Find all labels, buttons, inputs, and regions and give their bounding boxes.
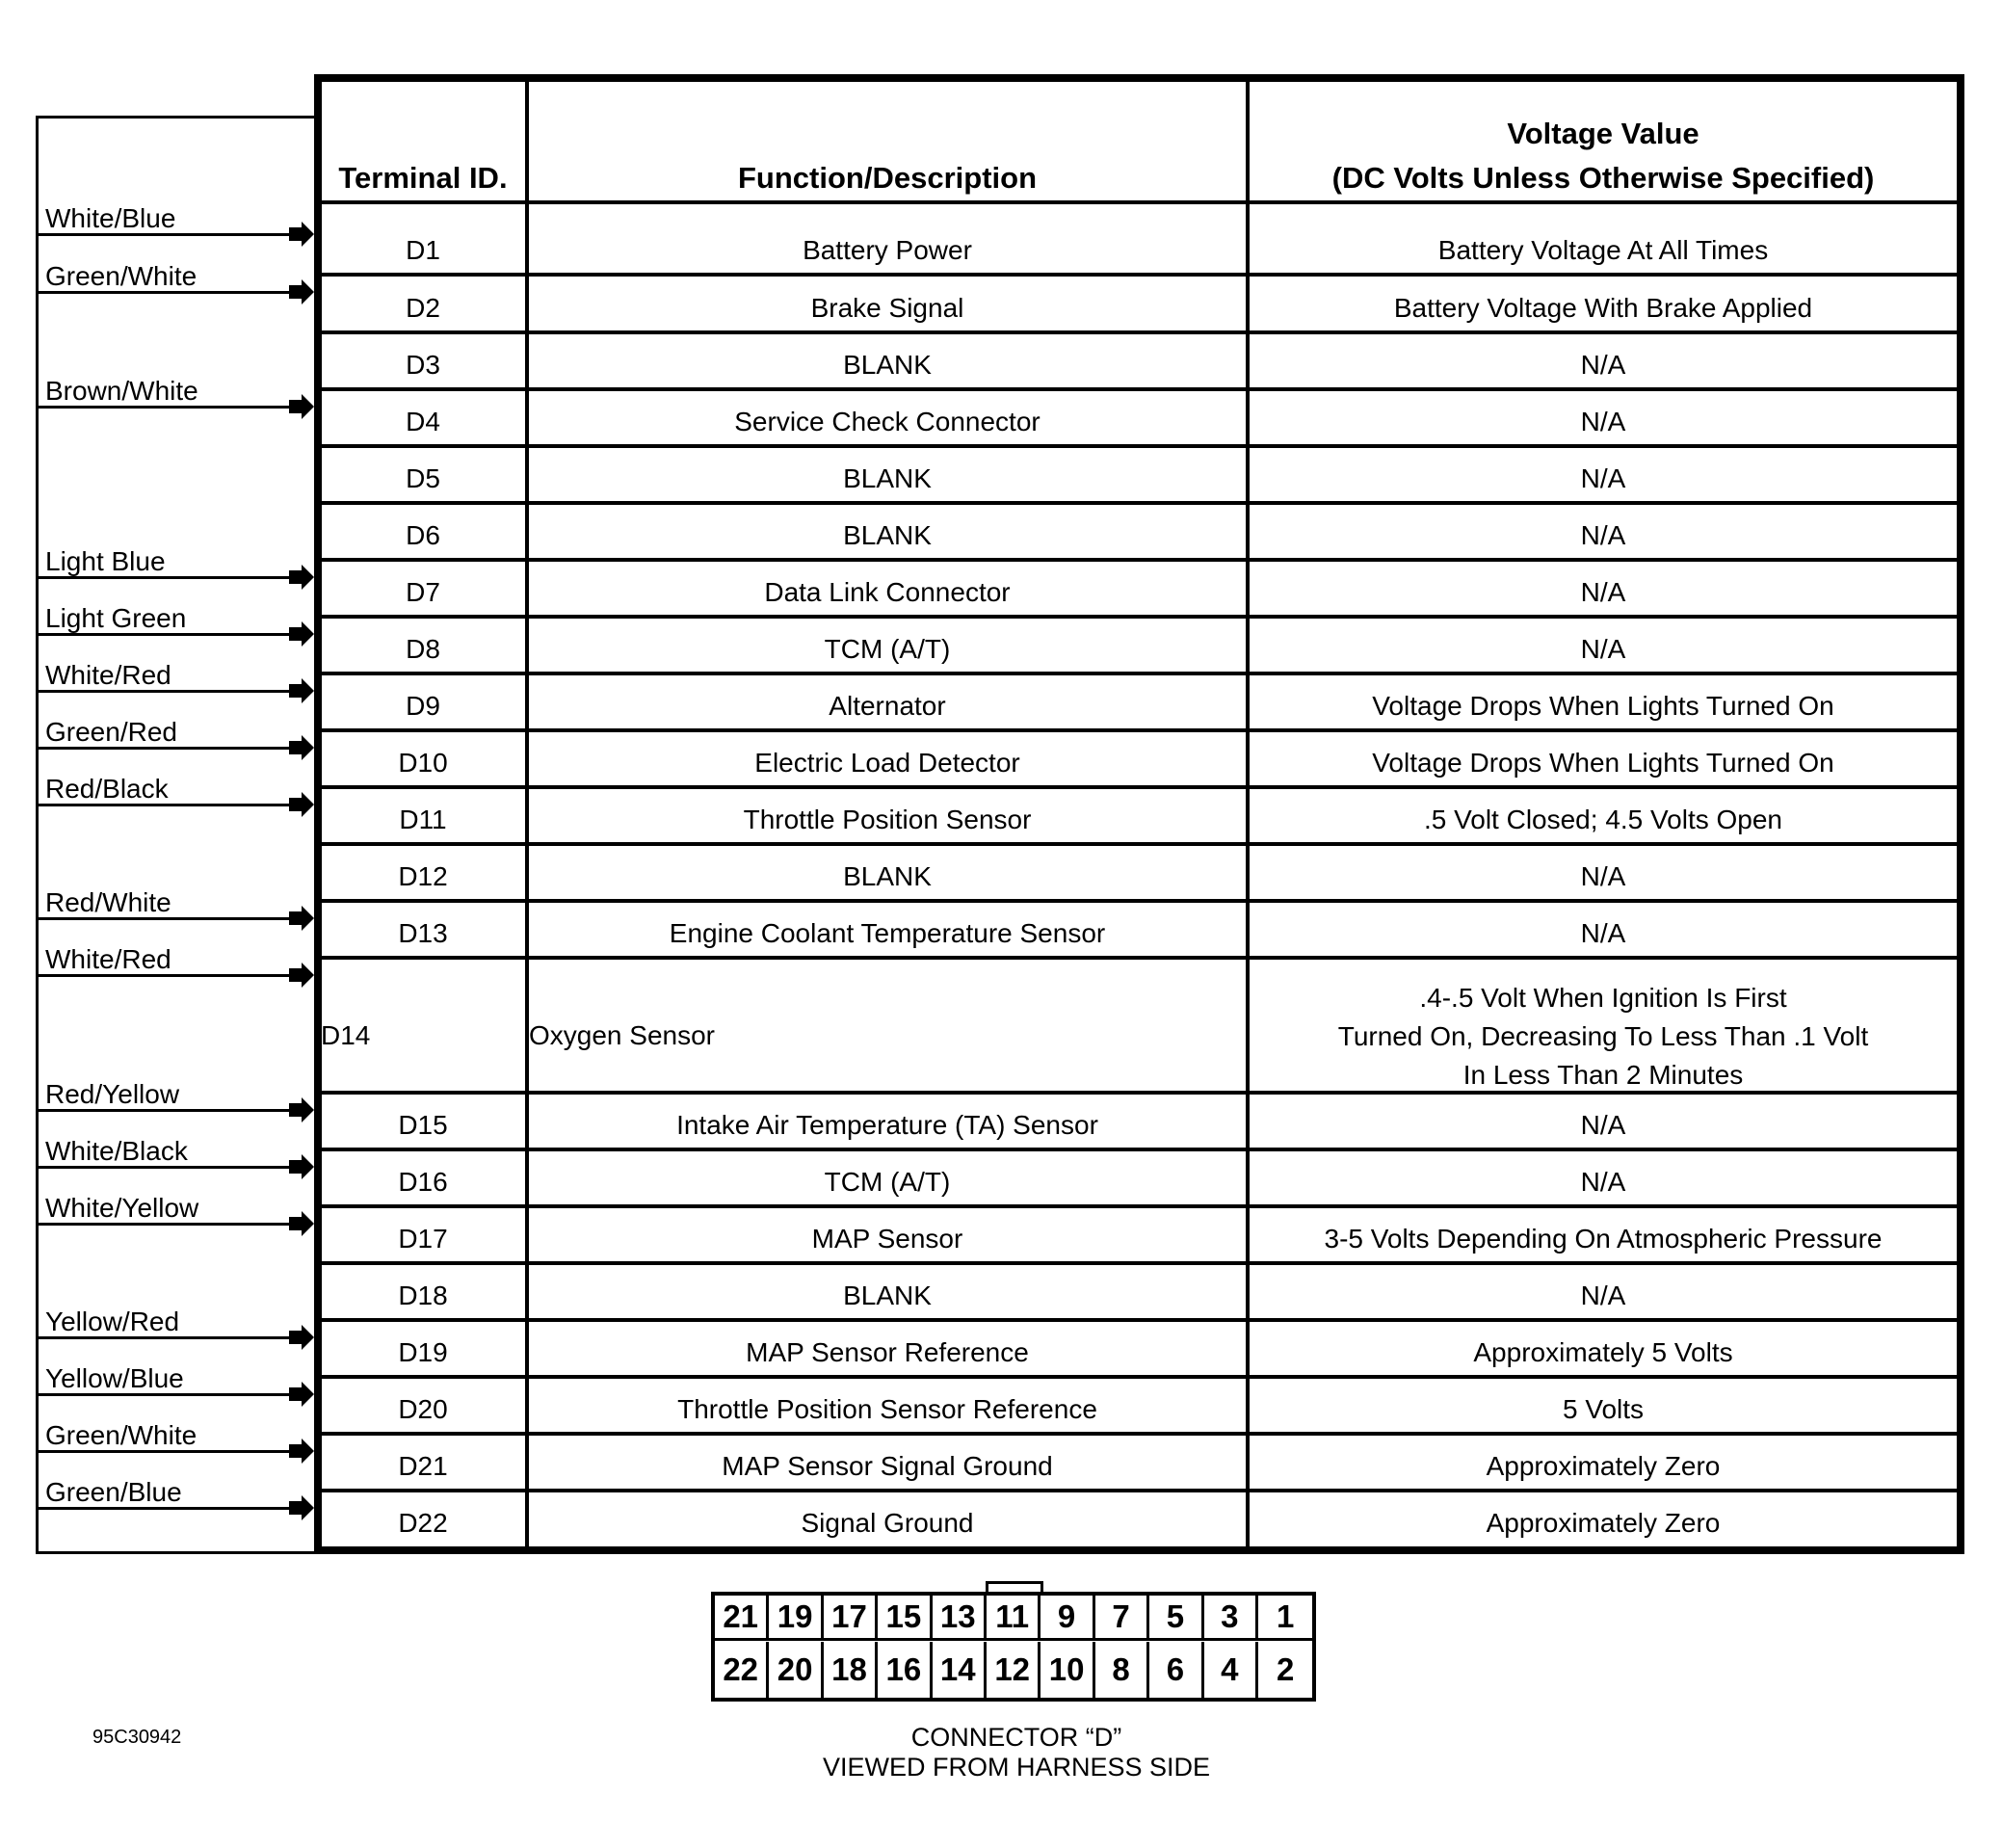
connector-pin: 17 <box>824 1596 878 1641</box>
function-cell <box>529 1434 1246 1491</box>
voltage-value: N/A <box>1580 577 1626 607</box>
wire-color-text: Green/Red <box>45 717 177 747</box>
function-description: TCM (A/T) <box>824 634 951 664</box>
wire-color-label <box>38 660 314 693</box>
arrow-right-icon <box>289 906 314 931</box>
wire-line <box>38 1336 290 1339</box>
arrow-right-icon <box>289 735 314 760</box>
wire-line <box>38 804 290 806</box>
wire-line <box>38 1109 290 1112</box>
wire-color-text: Green/Blue <box>45 1477 182 1507</box>
function-description: Oxygen Sensor <box>529 1020 715 1050</box>
function-description: Alternator <box>829 691 946 721</box>
wire-color-text: Yellow/Blue <box>45 1363 184 1393</box>
wire-color-label <box>38 1193 314 1226</box>
voltage-cell <box>1250 673 1957 730</box>
terminal-id-cell <box>321 1093 525 1149</box>
voltage-value: Approximately Zero <box>1486 1508 1721 1538</box>
function-description: Engine Coolant Temperature Sensor <box>669 918 1106 948</box>
wire-color-text: Red/White <box>45 887 171 917</box>
wire-line <box>38 576 290 579</box>
wire-line <box>38 233 290 236</box>
arrow-right-icon <box>289 222 314 247</box>
voltage-cell <box>1250 560 1957 617</box>
terminal-id-cell <box>321 332 525 389</box>
function-cell <box>529 1263 1246 1320</box>
wire-color-label <box>38 603 314 636</box>
header-function <box>529 82 1246 202</box>
terminal-id-cell <box>321 673 525 730</box>
terminal-id-cell <box>321 844 525 901</box>
wire-color-label <box>38 774 314 806</box>
terminal-id-cell <box>321 560 525 617</box>
connector-pin: 1 <box>1258 1596 1312 1641</box>
terminal-id: D3 <box>406 350 440 380</box>
terminal-id-cell <box>321 617 525 673</box>
voltage-value: N/A <box>1580 1110 1626 1140</box>
connector-pin: 11 <box>987 1596 1041 1641</box>
wire-line <box>38 291 290 294</box>
connector-pin: 6 <box>1149 1642 1203 1698</box>
function-description: Brake Signal <box>810 293 964 323</box>
wire-line <box>38 690 290 693</box>
voltage-value: N/A <box>1580 350 1626 380</box>
function-cell <box>529 787 1246 844</box>
function-description: BLANK <box>843 350 932 380</box>
arrow-right-icon <box>289 565 314 590</box>
arrow-right-icon <box>289 1211 314 1236</box>
connector-pin: 22 <box>715 1642 769 1698</box>
arrow-right-icon <box>289 394 314 419</box>
function-cell <box>529 503 1246 560</box>
voltage-value: Turned On, Decreasing To Less Than .1 Volt <box>1337 1021 1869 1051</box>
voltage-value: In Less Than 2 Minutes <box>1462 1060 1744 1090</box>
connector-pin: 20 <box>769 1642 823 1698</box>
wire-color-text: Red/Black <box>45 774 169 804</box>
arrow-right-icon <box>289 1325 314 1350</box>
connector-pin: 4 <box>1204 1642 1258 1698</box>
wire-line <box>38 1166 290 1169</box>
function-cell <box>529 1377 1246 1434</box>
terminal-id-cell <box>321 275 525 332</box>
function-cell <box>529 901 1246 958</box>
voltage-cell <box>1250 332 1957 389</box>
voltage-cell <box>1250 1320 1957 1377</box>
terminal-id: D15 <box>398 1110 448 1140</box>
function-cell <box>529 1149 1246 1206</box>
connector-pin: 14 <box>933 1642 987 1698</box>
arrow-right-icon <box>289 1382 314 1407</box>
function-description: MAP Sensor <box>811 1224 963 1254</box>
voltage-cell <box>1250 844 1957 901</box>
function-cell <box>529 617 1246 673</box>
function-description: MAP Sensor Signal Ground <box>722 1451 1053 1481</box>
terminal-id-cell <box>321 1491 525 1547</box>
connector-pin: 9 <box>1041 1596 1094 1641</box>
voltage-cell <box>1250 275 1957 332</box>
connector-pin: 3 <box>1204 1596 1258 1641</box>
voltage-value: N/A <box>1580 918 1626 948</box>
arrow-right-icon <box>289 1439 314 1464</box>
voltage-cell <box>1250 1149 1957 1206</box>
header-voltage-title: Voltage Value <box>1507 117 1699 150</box>
terminal-id: D9 <box>406 691 440 721</box>
terminal-id: D13 <box>398 918 448 948</box>
wire-color-text: Light Blue <box>45 546 166 576</box>
voltage-value: N/A <box>1580 1167 1626 1197</box>
terminal-id: D16 <box>398 1167 448 1197</box>
wire-line <box>38 917 290 920</box>
terminal-id-cell <box>321 446 525 503</box>
voltage-cell <box>1250 1263 1957 1320</box>
function-cell <box>529 332 1246 389</box>
voltage-value: .5 Volt Closed; 4.5 Volts Open <box>1423 805 1782 834</box>
connector-pin: 19 <box>769 1596 823 1641</box>
wire-color-label <box>38 887 314 920</box>
wire-color-label <box>38 1363 314 1396</box>
voltage-cell <box>1250 730 1957 787</box>
function-description: Throttle Position Sensor Reference <box>677 1394 1097 1424</box>
voltage-cell <box>1250 202 1957 275</box>
header-function-text: Function/Description <box>738 161 1037 195</box>
voltage-value: N/A <box>1580 520 1626 550</box>
wire-color-label <box>38 1079 314 1112</box>
wire-color-text: Yellow/Red <box>45 1307 180 1336</box>
wire-line <box>38 406 290 409</box>
terminal-id-cell <box>321 1377 525 1434</box>
function-cell <box>529 730 1246 787</box>
voltage-value: N/A <box>1580 634 1626 664</box>
function-description: Battery Power <box>803 235 972 265</box>
terminal-id-cell <box>321 1149 525 1206</box>
terminal-id: D14 <box>321 1020 371 1050</box>
wire-color-label <box>38 1477 314 1510</box>
terminal-id-cell <box>321 730 525 787</box>
terminal-id: D22 <box>398 1508 448 1538</box>
voltage-cell <box>1250 1093 1957 1149</box>
wire-color-text: White/Yellow <box>45 1193 199 1223</box>
voltage-cell <box>1250 389 1957 446</box>
wire-color-label <box>38 717 314 750</box>
voltage-cell <box>1250 958 1957 1093</box>
function-cell <box>529 1093 1246 1149</box>
connector-pin: 5 <box>1149 1596 1203 1641</box>
function-description: BLANK <box>843 463 932 493</box>
terminal-id: D18 <box>398 1280 448 1310</box>
wire-color-text: Green/White <box>45 1420 198 1450</box>
connector-pin: 10 <box>1041 1642 1094 1698</box>
function-cell <box>529 1320 1246 1377</box>
connector-pin: 13 <box>933 1596 987 1641</box>
terminal-id: D7 <box>406 577 440 607</box>
voltage-cell <box>1250 1434 1957 1491</box>
function-cell <box>529 1206 1246 1263</box>
arrow-right-icon <box>289 792 314 817</box>
wire-line <box>38 1507 290 1510</box>
arrow-right-icon <box>289 1154 314 1179</box>
wire-color-label <box>38 1420 314 1453</box>
terminal-id-cell <box>321 1320 525 1377</box>
figure-id: 95C30942 <box>92 1727 182 1748</box>
terminal-id-cell <box>321 389 525 446</box>
terminal-id: D4 <box>406 407 440 436</box>
connector-caption-title: CONNECTOR “D” <box>910 1723 1122 1752</box>
voltage-value: Approximately Zero <box>1486 1451 1721 1481</box>
terminal-id: D17 <box>398 1224 448 1254</box>
wire-line <box>38 633 290 636</box>
connector-pin: 7 <box>1095 1596 1149 1641</box>
function-cell <box>529 389 1246 446</box>
wire-line <box>38 1223 290 1226</box>
voltage-value: N/A <box>1580 463 1626 493</box>
terminal-id: D2 <box>406 293 440 323</box>
connector-pin: 16 <box>878 1642 932 1698</box>
connector-caption-subtitle: VIEWED FROM HARNESS SIDE <box>822 1753 1211 1782</box>
voltage-cell <box>1250 901 1957 958</box>
voltage-value: .4-.5 Volt When Ignition Is First <box>1419 983 1787 1013</box>
arrow-right-icon <box>289 1097 314 1122</box>
terminal-id: D20 <box>398 1394 448 1424</box>
function-description: Electric Load Detector <box>754 748 1020 778</box>
wire-color-text: Light Green <box>45 603 187 633</box>
terminal-id: D1 <box>406 235 440 265</box>
header-voltage <box>1250 82 1957 202</box>
voltage-cell <box>1250 1491 1957 1547</box>
terminal-id-cell <box>321 202 525 275</box>
connector-pin: 18 <box>824 1642 878 1698</box>
wire-color-label <box>38 261 314 294</box>
wire-color-text: Red/Yellow <box>45 1079 180 1109</box>
function-description: Intake Air Temperature (TA) Sensor <box>676 1110 1098 1140</box>
connector-pin: 2 <box>1277 1651 1295 1687</box>
wire-color-label <box>38 944 314 977</box>
wire-color-label <box>38 1307 314 1339</box>
wire-color-label <box>38 203 314 236</box>
wire-color-text: Brown/White <box>45 376 198 406</box>
voltage-value: 3-5 Volts Depending On Atmospheric Pressure <box>1324 1224 1883 1254</box>
voltage-value: Battery Voltage With Brake Applied <box>1393 293 1813 323</box>
wire-color-text: White/Red <box>45 944 171 974</box>
voltage-cell <box>1250 503 1957 560</box>
voltage-cell <box>1250 1206 1957 1263</box>
wire-color-text: White/Black <box>45 1136 188 1166</box>
function-cell <box>529 202 1246 275</box>
voltage-cell <box>1250 617 1957 673</box>
voltage-value: N/A <box>1580 407 1626 436</box>
connector-pin: 8 <box>1095 1642 1149 1698</box>
wire-line <box>38 1393 290 1396</box>
voltage-cell <box>1250 787 1957 844</box>
terminal-id: D12 <box>398 861 448 891</box>
arrow-right-icon <box>289 1495 314 1520</box>
voltage-value: N/A <box>1580 861 1626 891</box>
terminal-id-cell <box>321 1434 525 1491</box>
connector-pin: 15 <box>878 1596 932 1641</box>
wire-color-label <box>38 1136 314 1169</box>
function-cell <box>529 1491 1246 1547</box>
voltage-value: 5 Volts <box>1562 1394 1645 1424</box>
wire-color-text: White/Red <box>45 660 171 690</box>
function-description: MAP Sensor Reference <box>746 1337 1029 1367</box>
function-description: Data Link Connector <box>764 577 1011 607</box>
arrow-right-icon <box>289 621 314 647</box>
function-description: Signal Ground <box>801 1508 974 1538</box>
connector-pin: 21 <box>715 1596 769 1641</box>
function-description: Throttle Position Sensor <box>743 805 1032 834</box>
function-cell <box>529 275 1246 332</box>
wire-line <box>38 747 290 750</box>
terminal-id: D8 <box>406 634 440 664</box>
function-description: BLANK <box>843 861 932 891</box>
header-terminal-id-text: Terminal ID. <box>338 161 508 195</box>
header-terminal-id <box>321 82 525 202</box>
voltage-cell <box>1250 446 1957 503</box>
connector-pin: 12 <box>987 1642 1041 1698</box>
function-description: Service Check Connector <box>734 407 1041 436</box>
voltage-value: Battery Voltage At All Times <box>1437 235 1769 265</box>
terminal-id-cell <box>321 901 525 958</box>
voltage-value: Voltage Drops When Lights Turned On <box>1372 691 1834 721</box>
terminal-id-cell <box>321 1263 525 1320</box>
terminal-id: D19 <box>398 1337 448 1367</box>
wire-color-label <box>38 376 314 409</box>
wire-color-text: White/Blue <box>45 203 176 233</box>
terminal-id-cell <box>321 958 525 1093</box>
voltage-value: Approximately 5 Volts <box>1473 1337 1733 1367</box>
function-cell <box>529 560 1246 617</box>
terminal-id-cell <box>321 503 525 560</box>
function-cell <box>529 673 1246 730</box>
arrow-right-icon <box>289 279 314 304</box>
header-voltage-subtitle: (DC Volts Unless Otherwise Specified) <box>1331 161 1875 195</box>
arrow-right-icon <box>289 678 314 703</box>
terminal-id: D10 <box>398 748 448 778</box>
function-cell <box>529 446 1246 503</box>
function-description: TCM (A/T) <box>824 1167 951 1197</box>
arrow-right-icon <box>289 963 314 988</box>
terminal-id: D5 <box>406 463 440 493</box>
function-cell <box>529 958 1246 1093</box>
terminal-id: D11 <box>399 805 447 834</box>
terminal-id-cell <box>321 787 525 844</box>
terminal-id-cell <box>321 1206 525 1263</box>
terminal-id: D21 <box>398 1451 448 1481</box>
voltage-value: N/A <box>1580 1280 1626 1310</box>
terminal-id: D6 <box>406 520 440 550</box>
wire-color-label <box>38 546 314 579</box>
function-description: BLANK <box>843 1280 932 1310</box>
function-cell <box>529 844 1246 901</box>
wire-line <box>38 1450 290 1453</box>
function-description: BLANK <box>843 520 932 550</box>
wire-color-text: Green/White <box>45 261 198 291</box>
voltage-cell <box>1250 1377 1957 1434</box>
wire-line <box>38 974 290 977</box>
voltage-value: Voltage Drops When Lights Turned On <box>1372 748 1834 778</box>
